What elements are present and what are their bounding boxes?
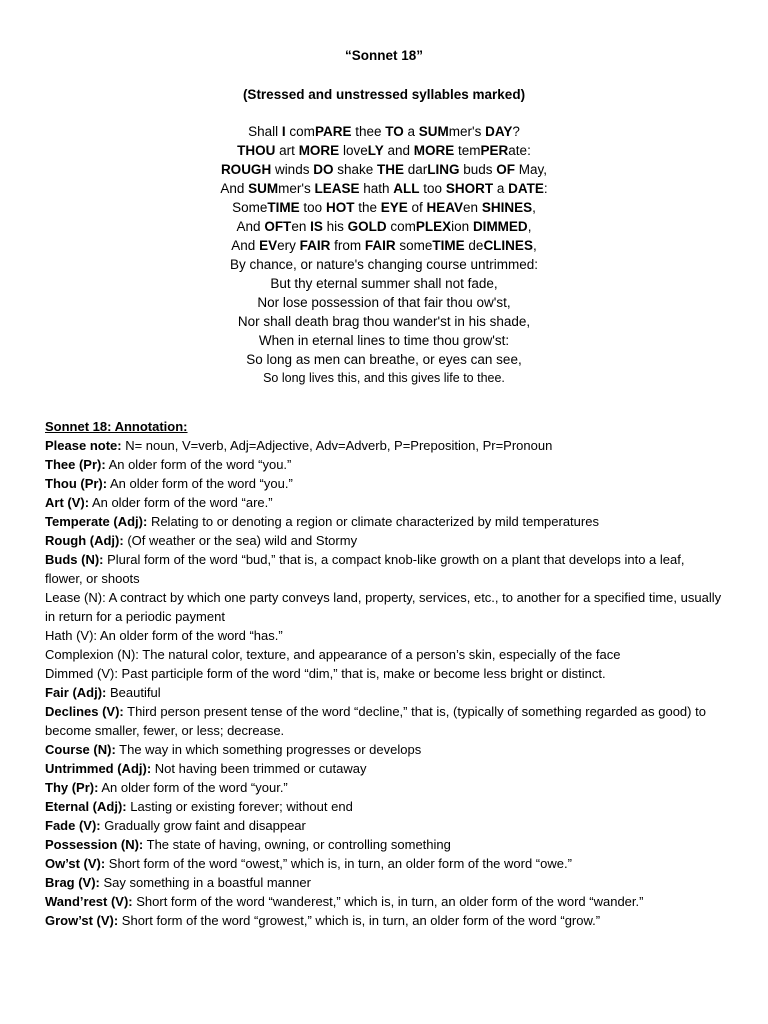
annotation-entry	[45, 550, 725, 588]
unstressed-text: a	[493, 181, 509, 196]
annotation-entry	[45, 664, 725, 683]
unstressed-text: his	[322, 219, 348, 234]
document-subtitle: (Stressed and unstressed syllables marked)	[242, 87, 526, 102]
unstressed-text: dar	[404, 162, 428, 177]
unstressed-text: of	[407, 200, 427, 215]
unstressed-text: buds	[459, 162, 497, 177]
annotation-entry	[45, 702, 725, 740]
annotation-entry	[45, 854, 725, 873]
annotation-entry	[45, 873, 725, 892]
annotation-entry	[45, 474, 725, 493]
stressed-syllable: DATE	[508, 181, 544, 196]
annotation-definition: Gradually grow faint and disappear	[100, 818, 306, 833]
annotation-definition: N= noun, V=verb, Adj=Adjective, Adv=Adverb, P=Preposition, Pr=Pronoun	[121, 438, 553, 453]
stressed-syllable: EV	[259, 238, 278, 253]
stressed-syllable: OFT	[264, 219, 292, 234]
annotation-term: Thy (Pr):	[45, 780, 99, 795]
unstressed-text: When in eternal lines to time thou grow'st:	[258, 333, 510, 348]
annotation-definition: An older form of the word “you.”	[107, 476, 293, 491]
annotation-entry	[45, 797, 725, 816]
unstressed-text: too	[299, 200, 326, 215]
annotation-term: Brag (V):	[45, 875, 100, 890]
unstressed-text: tem	[454, 143, 481, 158]
poem-line	[0, 217, 768, 236]
annotation-term: Thee (Pr):	[45, 457, 106, 472]
poem-line	[0, 122, 768, 141]
annotation-entries	[45, 436, 725, 930]
annotation-term: Course (N):	[45, 742, 116, 757]
poem-line	[0, 179, 768, 198]
unstressed-text: hath	[359, 181, 394, 196]
stressed-syllable: ROUGH	[220, 162, 272, 177]
annotation-term: Please note:	[45, 438, 122, 453]
annotation-definition: An older form of the word “are.”	[89, 495, 273, 510]
stressed-syllable: SHORT	[445, 181, 494, 196]
unstressed-text: en	[291, 219, 311, 234]
poem-line	[0, 350, 768, 369]
annotation-entry	[45, 512, 725, 531]
stressed-syllable: I	[281, 124, 286, 139]
annotation-entry	[45, 531, 725, 550]
annotation-definition: Say something in a boastful manner	[99, 875, 311, 890]
poem-line	[0, 141, 768, 160]
annotation-definition: The way in which something progresses or develops	[115, 742, 422, 757]
unstressed-text: too	[419, 181, 446, 196]
annotation-definition: Third person present tense of the word “decline,” that is, (typically of something regarded as good) to become smaller, fewer, or less; decrease.	[45, 704, 706, 738]
annotation-definition: An older form of the word “you.”	[105, 457, 292, 472]
annotation-entry	[45, 588, 725, 626]
unstressed-text: mer's	[278, 181, 315, 196]
unstressed-text: :	[543, 181, 548, 196]
annotation-entry	[45, 816, 725, 835]
stressed-syllable: DIMMED	[472, 219, 528, 234]
unstressed-text: May,	[515, 162, 548, 177]
annotation-entry	[45, 683, 725, 702]
annotation-definition: Short form of the word “growest,” which is, in turn, an older form of the word “grow.”	[118, 913, 601, 928]
annotation-definition: Lease (N): A contract by which one party conveys land, property, services, etc., to another for a specified time, usually in return for a periodic payment	[45, 590, 722, 624]
poem	[0, 122, 768, 388]
unstressed-text: And	[236, 219, 265, 234]
stressed-syllable: OF	[496, 162, 516, 177]
unstressed-text: com	[386, 219, 416, 234]
stressed-syllable: IS	[310, 219, 323, 234]
annotation-definition: Short form of the word “wanderest,” which is, in turn, an older form of the word “wander.”	[132, 894, 644, 909]
stressed-syllable: LY	[367, 143, 384, 158]
unstressed-text: So long as men can breathe, or eyes can see,	[246, 352, 522, 367]
unstressed-text: Some	[232, 200, 268, 215]
annotation-entry	[45, 835, 725, 854]
annotation-term: Fade (V):	[45, 818, 101, 833]
annotation-term: Buds (N):	[45, 552, 104, 567]
unstressed-text: Nor lose possession of that fair thou ow'st,	[257, 295, 511, 310]
poem-line	[0, 331, 768, 350]
annotation-definition: Dimmed (V): Past participle form of the word “dim,” that is, make or become less bright or distinct.	[45, 666, 606, 681]
unstressed-text: ,	[527, 219, 532, 234]
annotation-definition: (Of weather or the sea) wild and Stormy	[123, 533, 358, 548]
annotation-entry	[45, 493, 725, 512]
stressed-syllable: DO	[313, 162, 334, 177]
unstressed-text: com	[285, 124, 315, 139]
annotation-term: Rough (Adj):	[45, 533, 124, 548]
annotation-entry	[45, 892, 725, 911]
stressed-syllable: PLEX	[415, 219, 452, 234]
poem-line	[0, 312, 768, 331]
stressed-syllable: HOT	[325, 200, 355, 215]
annotation-term: Ow’st (V):	[45, 856, 106, 871]
annotation-definition: Not having been trimmed or cutaway	[151, 761, 367, 776]
annotation-definition: Lasting or existing forever; without end	[126, 799, 353, 814]
stressed-syllable: TIME	[432, 238, 465, 253]
stressed-syllable: HEAV	[426, 200, 464, 215]
poem-line	[0, 293, 768, 312]
stressed-syllable: SUM	[418, 124, 449, 139]
poem-line	[0, 274, 768, 293]
unstressed-text: some	[395, 238, 433, 253]
unstressed-text: ,	[532, 200, 536, 215]
annotation-term: Declines (V):	[45, 704, 124, 719]
annotation-term: Art (V):	[45, 495, 90, 510]
annotation-entry	[45, 911, 725, 930]
stressed-syllable: LEASE	[314, 181, 360, 196]
annotation-term: Grow’st (V):	[45, 913, 119, 928]
stressed-syllable: GOLD	[347, 219, 387, 234]
unstressed-text: a	[403, 124, 419, 139]
annotation-term: Possession (N):	[45, 837, 144, 852]
annotation-term: Thou (Pr):	[45, 476, 108, 491]
unstressed-text: ion	[451, 219, 473, 234]
unstressed-text: from	[330, 238, 365, 253]
unstressed-text: winds	[271, 162, 314, 177]
annotation-definition: An older form of the word “your.”	[98, 780, 288, 795]
stressed-syllable: DAY	[485, 124, 513, 139]
unstressed-text: de	[464, 238, 484, 253]
annotation-definition: Beautiful	[106, 685, 161, 700]
unstressed-text: And	[231, 238, 260, 253]
stressed-syllable: FAIR	[299, 238, 331, 253]
poem-line	[0, 236, 768, 255]
annotation-heading: Sonnet 18: Annotation:	[45, 419, 188, 434]
annotation-definition: Relating to or denoting a region or climate characterized by mild temperatures	[147, 514, 599, 529]
unstressed-text: thee	[351, 124, 386, 139]
stressed-syllable: MORE	[298, 143, 340, 158]
annotation-definition: Complexion (N): The natural color, texture, and appearance of a person’s skin, especially of the face	[45, 647, 621, 662]
annotation-term: Untrimmed (Adj):	[45, 761, 152, 776]
stressed-syllable: EYE	[380, 200, 408, 215]
unstressed-text: and	[383, 143, 414, 158]
poem-line	[0, 160, 768, 179]
annotation-definition: Plural form of the word “bud,” that is, a compact knob-like growth on a plant that develops into a leaf, flower, or shoots	[45, 552, 685, 586]
annotation-term: Fair (Adj):	[45, 685, 107, 700]
annotation-entry	[45, 436, 725, 455]
stressed-syllable: FAIR	[364, 238, 396, 253]
annotation-entry	[45, 740, 725, 759]
unstressed-text: mer's	[448, 124, 486, 139]
annotation-entry	[45, 626, 725, 645]
annotation-term: Temperate (Adj):	[45, 514, 148, 529]
unstressed-text: ,	[532, 238, 537, 253]
unstressed-text: And	[220, 181, 249, 196]
poem-line	[0, 255, 768, 274]
unstressed-text: Nor shall death brag thou wander'st in his shade,	[237, 314, 531, 329]
stressed-syllable: PER	[480, 143, 509, 158]
unstressed-text: en	[463, 200, 482, 215]
unstressed-text: ?	[512, 124, 520, 139]
unstressed-text: ery	[277, 238, 300, 253]
annotation-section	[45, 417, 725, 930]
stressed-syllable: TO	[385, 124, 404, 139]
stressed-syllable: TIME	[267, 200, 300, 215]
poem-line	[0, 198, 768, 217]
annotation-term: Eternal (Adj):	[45, 799, 127, 814]
annotation-entry	[45, 645, 725, 664]
stressed-syllable: ALL	[393, 181, 420, 196]
unstressed-text: By chance, or nature's changing course untrimmed:	[230, 257, 538, 272]
poem-line	[0, 369, 768, 388]
unstressed-text: the	[354, 200, 381, 215]
unstressed-text: shake	[333, 162, 377, 177]
annotation-entry	[45, 759, 725, 778]
unstressed-text: love	[339, 143, 368, 158]
stressed-syllable: CLINES	[483, 238, 533, 253]
unstressed-text: art	[275, 143, 299, 158]
annotation-term: Wand’rest (V):	[45, 894, 133, 909]
annotation-definition: The state of having, owning, or controlling something	[143, 837, 451, 852]
stressed-syllable: THE	[377, 162, 404, 177]
unstressed-text: So long lives this, and this gives life to thee.	[263, 371, 505, 385]
unstressed-text: But thy eternal summer shall not fade,	[270, 276, 498, 291]
annotation-definition: Hath (V): An older form of the word “has.”	[45, 628, 283, 643]
stressed-syllable: SUM	[248, 181, 279, 196]
stressed-syllable: PARE	[314, 124, 352, 139]
unstressed-text: Shall	[248, 124, 282, 139]
document-title: “Sonnet 18”	[344, 48, 423, 63]
annotation-entry	[45, 455, 725, 474]
unstressed-text: ate:	[508, 143, 531, 158]
stressed-syllable: SHINES	[481, 200, 533, 215]
stressed-syllable: LING	[427, 162, 460, 177]
annotation-entry	[45, 778, 725, 797]
stressed-syllable: THOU	[237, 143, 276, 158]
annotation-definition: Short form of the word “owest,” which is, in turn, an older form of the word “owe.”	[105, 856, 572, 871]
stressed-syllable: MORE	[413, 143, 455, 158]
